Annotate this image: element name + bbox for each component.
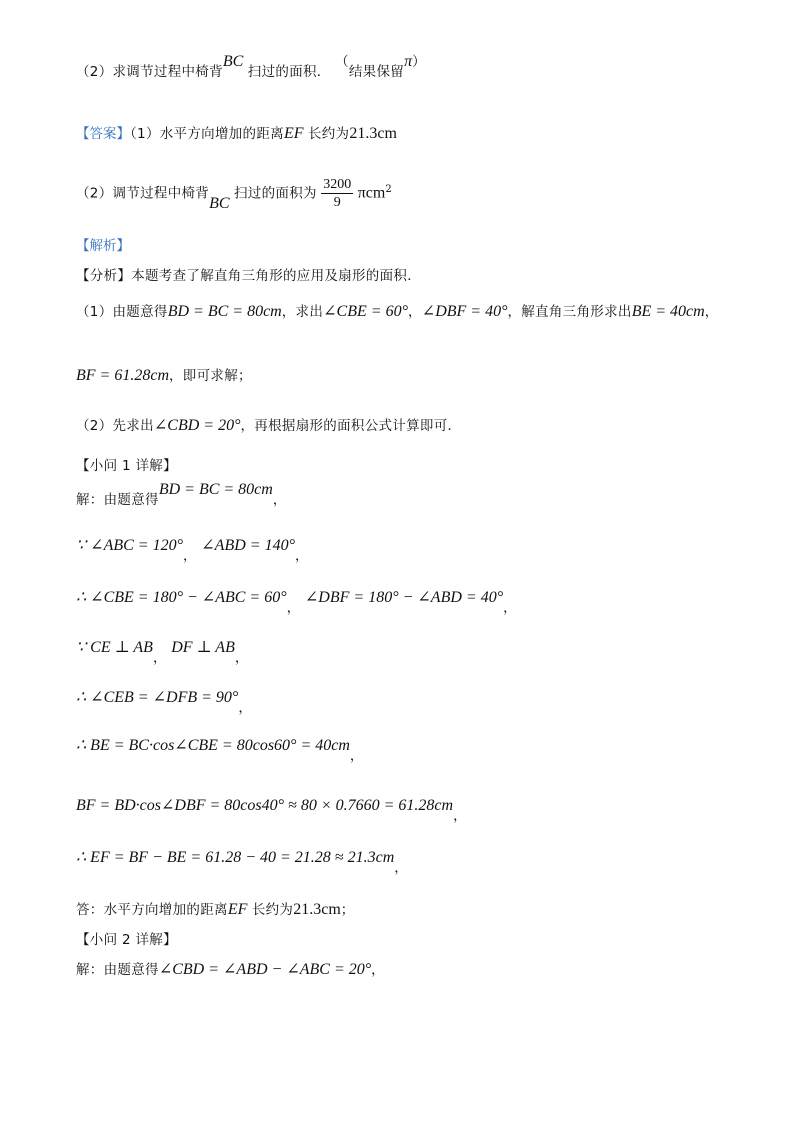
text: ， xyxy=(407,304,422,320)
solution-1-answer xyxy=(76,900,355,920)
text: ， xyxy=(294,548,309,564)
math: ∴ ∠CEB = ∠DFB = 90° xyxy=(76,689,239,706)
math: ∠DBF = 40° xyxy=(421,303,508,320)
sub-question-2-heading xyxy=(76,930,177,950)
text: 【小问 1 详解】 xyxy=(76,458,177,474)
analysis-step-1-cont xyxy=(76,366,252,386)
analysis-summary xyxy=(76,266,421,286)
solution-1-line-8 xyxy=(76,848,409,876)
math: ∴ EF = BF − BE = 61.28 − 40 = 21.28 ≈ 21.3cm xyxy=(76,849,395,866)
text: 长约为 xyxy=(307,126,350,142)
math: ∠CBD = 20° xyxy=(153,417,241,434)
text: ， xyxy=(152,650,167,666)
answer-2 xyxy=(76,176,392,211)
text: ，求出 xyxy=(281,304,324,320)
math-ef: EF xyxy=(283,125,304,142)
text: （2）求调节过程中椅背 xyxy=(76,64,223,80)
text: （ xyxy=(335,54,349,70)
math-bc: BC xyxy=(209,194,230,212)
solution-1-line-2 xyxy=(76,536,309,564)
math: BF = BD·cos∠DBF = 80cos40° ≈ 80 × 0.7660 = 61.28cm xyxy=(76,797,454,814)
math: ∵ ∠ABC = 120° xyxy=(76,537,183,554)
math-bc: BC xyxy=(222,53,244,70)
analysis-heading xyxy=(76,236,130,256)
text: ； xyxy=(340,902,355,918)
solution-1-line-7 xyxy=(76,796,467,824)
math: ∴ BE = BC·cos∠CBE = 80cos60° = 40cm xyxy=(76,737,350,754)
text: ， xyxy=(503,600,517,616)
text: ， xyxy=(238,700,253,716)
question-part-2 xyxy=(76,53,426,82)
text: 扫过的面积． xyxy=(247,64,331,80)
superscript: 2 xyxy=(385,183,392,195)
math: ∠CBE = 60° xyxy=(323,303,408,320)
math-pi: π xyxy=(404,53,413,70)
text: ， xyxy=(286,600,301,616)
text: ， xyxy=(183,548,197,564)
denominator: 9 xyxy=(333,195,341,210)
solution-2-line-1 xyxy=(76,960,385,980)
math: BD = BC = 80cm xyxy=(158,481,273,498)
math-value: 21.3cm xyxy=(349,125,397,142)
text: ， xyxy=(453,808,467,824)
solution-1-line-3 xyxy=(76,588,517,616)
text: ，再根据扇形的面积公式计算即可． xyxy=(240,418,462,434)
math: ∠CBD = ∠ABD − ∠ABC = 20° xyxy=(158,961,372,978)
math: ∵ CE ⊥ AB xyxy=(76,639,153,656)
solution-1-line-6 xyxy=(76,736,364,764)
numerator: 3200 xyxy=(323,177,352,192)
text: （1）由题意得 xyxy=(76,304,168,320)
analysis-tag: 【解析】 xyxy=(76,238,130,254)
text: （2）调节过程中椅背 xyxy=(76,185,210,202)
text: （2）先求出 xyxy=(76,418,154,434)
math: DF ⊥ AB xyxy=(171,639,235,656)
text: ， xyxy=(234,650,249,666)
text: 答：水平方向增加的距离 xyxy=(76,902,228,918)
text: ， xyxy=(272,492,287,508)
fraction xyxy=(321,176,353,211)
math-unit: πcm xyxy=(357,184,386,202)
text: 结果保留 xyxy=(348,64,405,80)
text: 长约为 xyxy=(251,902,294,918)
math: BE = 40cm xyxy=(631,303,705,320)
text: ， xyxy=(704,304,719,320)
answer-1 xyxy=(76,124,397,144)
text: 扫过的面积为 xyxy=(234,185,317,202)
math: ∴ ∠CBE = 180° − ∠ABC = 60° xyxy=(76,589,287,606)
math-value: 21.3cm xyxy=(293,901,341,918)
analysis-step-1 xyxy=(76,302,719,322)
text: 解：由题意得 xyxy=(76,962,159,978)
solution-1-line-4 xyxy=(76,638,249,666)
text: 【小问 2 详解】 xyxy=(76,932,177,948)
text: ， xyxy=(371,962,385,978)
text: ，解直角三角形求出 xyxy=(507,304,632,320)
text: ） xyxy=(412,54,426,70)
text: 解：由题意得 xyxy=(76,492,159,508)
analysis-step-2 xyxy=(76,416,461,436)
math-ef: EF xyxy=(227,901,248,918)
text: ，即可求解； xyxy=(169,368,252,384)
text: ， xyxy=(349,748,364,764)
solution-1-line-1 xyxy=(76,481,287,510)
text: 【分析】本题考查了解直角三角形的应用及扇形的面积． xyxy=(76,268,421,284)
math: ∠ABD = 140° xyxy=(201,537,295,554)
text: （1）水平方向增加的距离 xyxy=(130,126,284,142)
solution-1-line-5 xyxy=(76,688,253,716)
text: ， xyxy=(394,860,409,876)
math: BD = BC = 80cm xyxy=(167,303,282,320)
math: ∠DBF = 180° − ∠ABD = 40° xyxy=(304,589,504,606)
math: BF = 61.28cm xyxy=(76,367,169,384)
answer-tag: 【答案】 xyxy=(76,126,130,142)
sub-question-1-heading xyxy=(76,456,177,476)
